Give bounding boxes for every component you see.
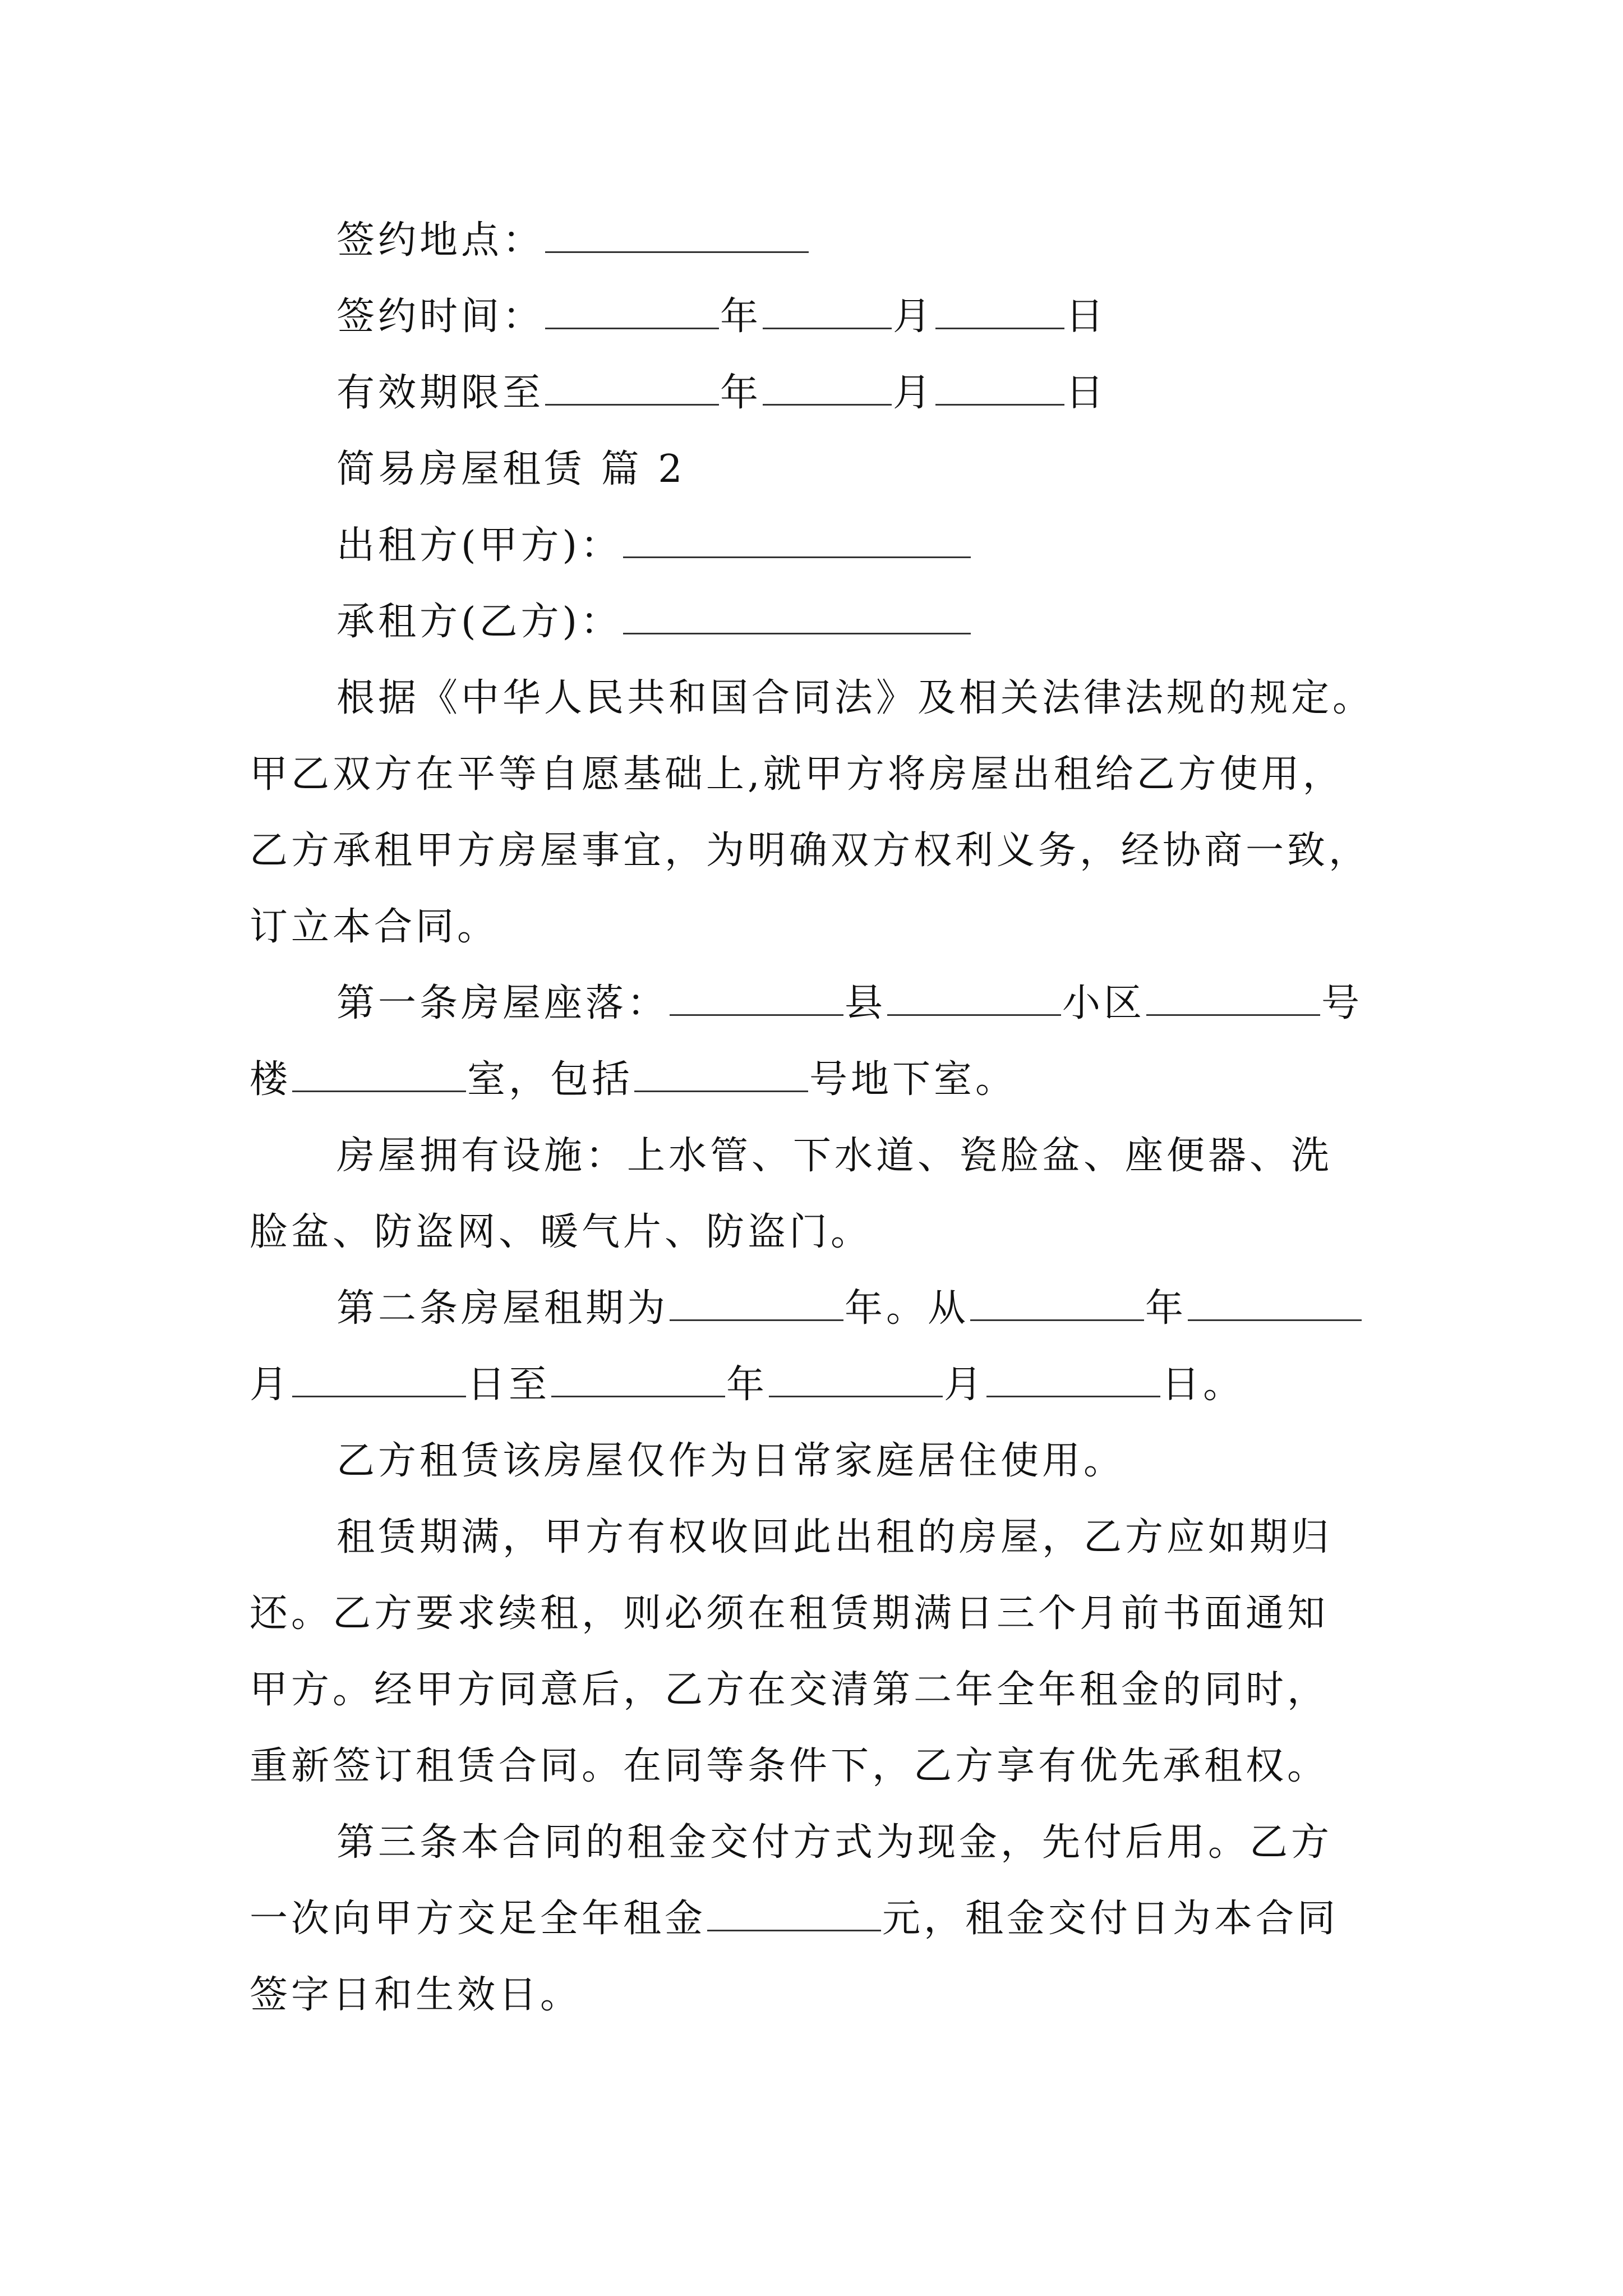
intro-text-3: 乙方承租甲方房屋事宜，为明确双方权利义务，经协商一致，: [250, 829, 1371, 873]
start-year-label: 年: [1145, 1286, 1187, 1331]
end-day-blank[interactable]: [986, 1356, 1160, 1397]
end-day-label: 日。: [1161, 1363, 1245, 1407]
valid-until-line: [0, 362, 1623, 424]
lessee-label: 承租方(乙方)：: [336, 600, 623, 644]
sign-place-label: 签约地点：: [336, 218, 545, 263]
room-label: 室，包括: [467, 1057, 634, 1102]
valid-month-blank[interactable]: [763, 365, 892, 406]
basement-label: 号地下室。: [809, 1057, 1017, 1102]
valid-year-blank[interactable]: [545, 365, 719, 406]
lessee-blank[interactable]: [623, 593, 971, 634]
sign-place-blank[interactable]: [545, 212, 809, 253]
years-from-label: 年。从: [845, 1286, 970, 1331]
article1-line-2: [0, 1049, 1623, 1111]
valid-until-label: 有效期限至: [336, 371, 545, 415]
article3-text-3: 签字日和生效日。: [250, 1973, 582, 2017]
facilities-text-1: 房屋拥有设施：上水管、下水道、瓷脸盆、座便器、洗: [336, 1134, 1333, 1178]
usage-line: [0, 1430, 1623, 1492]
intro-line-1: [0, 668, 1623, 729]
article3-line-3: [0, 1964, 1623, 2026]
community-blank[interactable]: [887, 975, 1061, 1016]
section-title-text: 简易房屋租赁 篇 2: [336, 447, 686, 491]
intro-line-2: [0, 744, 1623, 806]
article3-prefix: 一次向甲方交足全年租金: [250, 1897, 707, 1941]
number-blank[interactable]: [1146, 975, 1320, 1016]
lessee-line: [0, 591, 1623, 653]
community-label: 小区: [1062, 981, 1146, 1025]
intro-text-4: 订立本合同。: [250, 905, 499, 949]
expiry-text-1: 租赁期满，甲方有权收回此出租的房屋，乙方应如期归: [336, 1515, 1333, 1559]
county-blank[interactable]: [670, 975, 843, 1016]
county-label: 县: [845, 981, 887, 1025]
lessor-blank[interactable]: [623, 517, 971, 558]
article3-line-2: [0, 1888, 1623, 1950]
start-day-blank[interactable]: [292, 1356, 466, 1397]
article3-text-1: 第三条本合同的租金交付方式为现金，先付后用。乙方: [336, 1820, 1333, 1865]
article3-line-1: [0, 1812, 1623, 1874]
number-label: 号: [1321, 981, 1363, 1025]
sign-year-blank[interactable]: [545, 288, 719, 329]
expiry-text-4: 重新签订租赁合同。在同等条件下，乙方享有优先承租权。: [250, 1744, 1329, 1788]
article2-line-1: [0, 1278, 1623, 1340]
end-year-blank[interactable]: [551, 1356, 725, 1397]
article2-prefix: 第二条房屋租期为: [336, 1286, 669, 1331]
sign-day-label: 日: [1066, 295, 1108, 339]
expiry-line-4: [0, 1736, 1623, 1797]
valid-day-label: 日: [1066, 371, 1108, 415]
facilities-line-1: [0, 1125, 1623, 1187]
intro-text-2: 甲乙双方在平等自愿基础上,就甲方将房屋出租给乙方使用，: [250, 752, 1344, 797]
expiry-line-1: [0, 1507, 1623, 1568]
valid-month-label: 月: [893, 371, 935, 415]
basement-blank[interactable]: [634, 1051, 808, 1092]
sign-year-label: 年: [720, 295, 762, 339]
intro-text-1: 根据《中华人民共和国合同法》及相关法律法规的规定。: [336, 676, 1375, 720]
article1-line-1: [0, 973, 1623, 1034]
facilities-line-2: [0, 1202, 1623, 1263]
building-label: 楼: [250, 1057, 292, 1102]
valid-day-blank[interactable]: [935, 365, 1064, 406]
section-title: [0, 439, 1623, 500]
end-year-label: 年: [726, 1363, 768, 1407]
sign-place-line: [0, 210, 1623, 272]
end-month-label: 月: [944, 1363, 986, 1407]
article2-line-2: [0, 1354, 1623, 1416]
start-month-label: 月: [250, 1363, 292, 1407]
expiry-line-3: [0, 1659, 1623, 1721]
intro-line-4: [0, 896, 1623, 958]
building-blank[interactable]: [292, 1051, 466, 1092]
start-year-blank[interactable]: [970, 1280, 1144, 1321]
sign-month-blank[interactable]: [763, 288, 892, 329]
day-to-label: 日至: [467, 1363, 551, 1407]
expiry-line-2: [0, 1583, 1623, 1645]
start-month-blank[interactable]: [1188, 1280, 1362, 1321]
annual-rent-blank[interactable]: [707, 1890, 881, 1931]
lease-years-blank[interactable]: [670, 1280, 843, 1321]
facilities-text-2: 脸盆、防盗网、暖气片、防盗门。: [250, 1210, 873, 1254]
lessor-line: [0, 515, 1623, 577]
lessor-label: 出租方(甲方)：: [336, 523, 623, 568]
article1-prefix: 第一条房屋座落：: [336, 981, 669, 1025]
intro-line-3: [0, 820, 1623, 882]
sign-time-label: 签约时间：: [336, 295, 545, 339]
sign-time-line: [0, 286, 1623, 348]
sign-month-label: 月: [893, 295, 935, 339]
sign-day-blank[interactable]: [935, 288, 1064, 329]
expiry-text-3: 甲方。经甲方同意后，乙方在交清第二年全年租金的同时，: [250, 1668, 1329, 1712]
expiry-text-2: 还。乙方要求续租，则必须在租赁期满日三个月前书面通知: [250, 1591, 1329, 1636]
end-month-blank[interactable]: [769, 1356, 943, 1397]
usage-text: 乙方租赁该房屋仅作为日常家庭居住使用。: [336, 1439, 1126, 1483]
valid-year-label: 年: [720, 371, 762, 415]
article3-suffix: 元，租金交付日为本合同: [882, 1897, 1339, 1941]
